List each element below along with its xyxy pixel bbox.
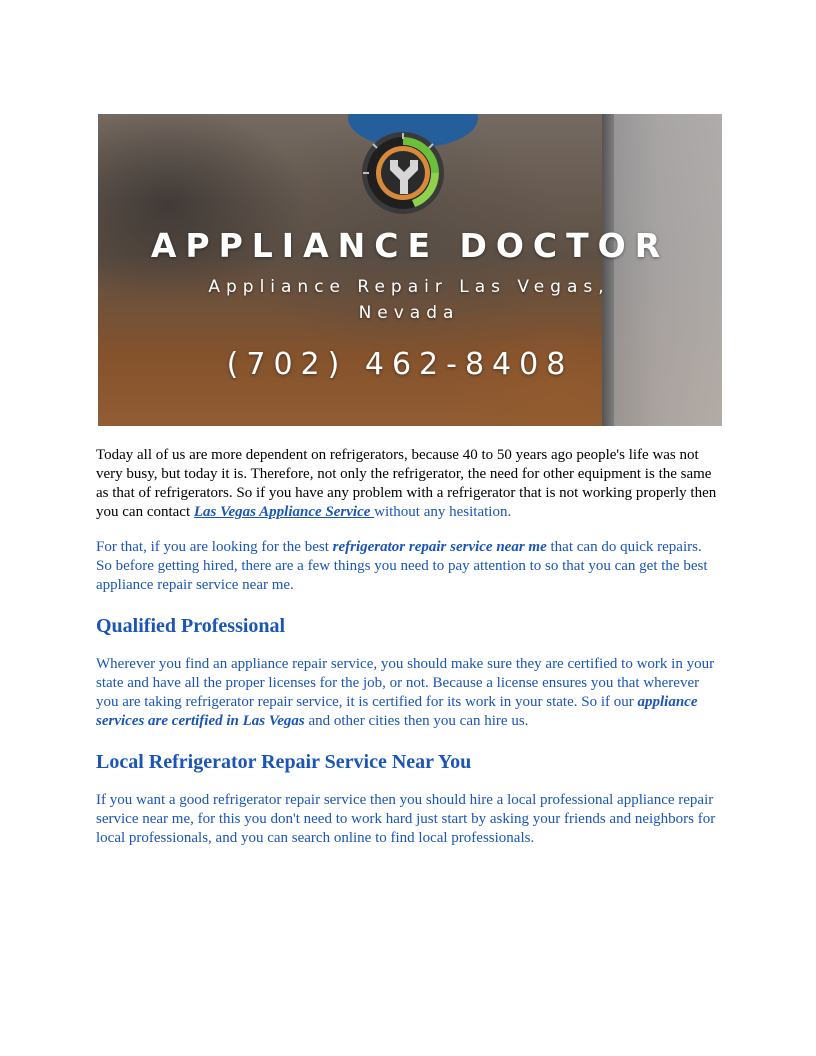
las-vegas-appliance-service-link[interactable]: Las Vegas Appliance Service (193, 504, 375, 520)
intro-text: Today all of us are more dependent on refrigerators, because 40 to 50 years ago people's life was not very busy, but today it is. Therefore, not only the refrigerator, the need for other equipment is the same as that of refrigerators. So if you have any problem with a refrigerator that is not working properly then you can contact (96, 447, 717, 520)
qualified-paragraph (96, 655, 720, 731)
para2-emphasis: refrigerator repair service near me (332, 539, 547, 555)
para2-before: For that, if you are looking for the best (96, 539, 333, 555)
brand-name: APPLIANCE DOCTOR (150, 226, 670, 265)
hero-banner (98, 114, 722, 426)
best-service-paragraph (96, 538, 720, 595)
para2-after: that can do quick repairs. So before getting hired, there are a few things you need to pay attention to so that you can get the best appliance repair service near me. (96, 539, 708, 593)
phone-number[interactable]: (702) 462-8408 (226, 347, 574, 382)
intro-text-end: without any hesitation. (374, 504, 512, 520)
para3-emphasis: appliance services are certified in Las Vegas (96, 694, 698, 729)
intro-paragraph (96, 446, 720, 522)
wrench-gauge-logo-icon (360, 130, 446, 216)
local-repair-paragraph: If you want a good refrigerator repair service then you should hire a local professional appliance repair service near me, for this you don't need to work hard just start by asking your friends and neighbors for local professionals, and you can search online to find local professionals. (96, 792, 716, 846)
heading-qualified-professional: Qualified Professional (96, 615, 286, 637)
article-body (96, 446, 720, 848)
para3-after: and other cities then you can hire us. (304, 713, 529, 729)
brand-tagline: Appliance Repair Las Vegas, Nevada (208, 277, 610, 323)
para3-before: Wherever you find an appliance repair service, you should make sure they are certified to work in your state and have all the proper licenses for the job, or not. Because a license ensures you that wherever you are taking refrigerator repair service, it is certified for its work in your state. So if our (96, 656, 715, 710)
heading-local-repair: Local Refrigerator Repair Service Near You (96, 751, 472, 773)
